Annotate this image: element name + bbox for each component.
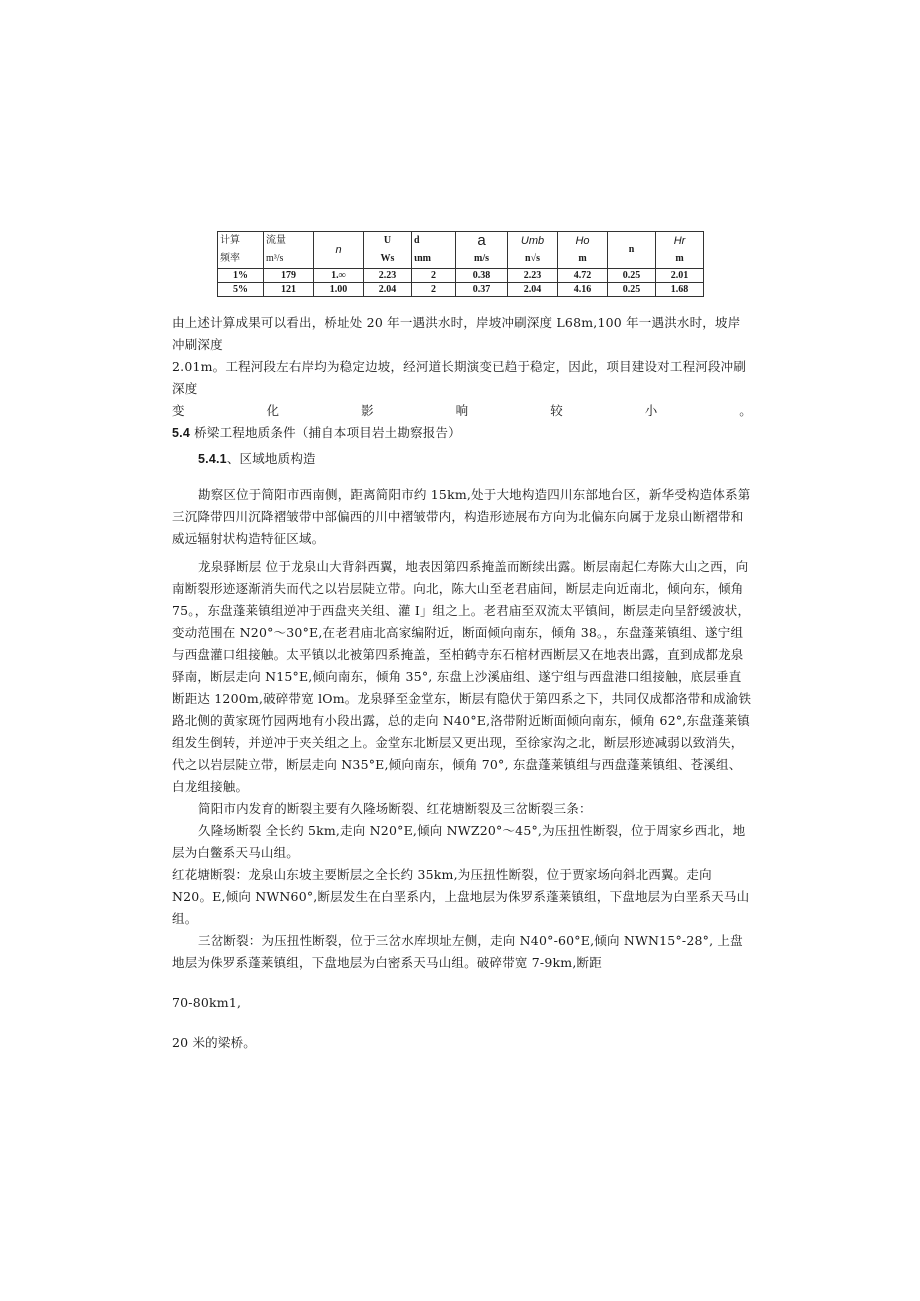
spread-char: 影 — [361, 403, 374, 418]
header-cell: Ws — [364, 250, 412, 269]
header-cell: Ho — [558, 232, 608, 251]
header-cell: m³/s — [264, 250, 314, 269]
section-number: 5.4 — [172, 426, 190, 440]
paragraph-line: 由上述计算成果可以看出，桥址处 20 年一遇洪水时，岸坡冲刷深度 L68m,100 年一遇洪水时，坡岸冲刷深度 — [172, 315, 741, 352]
table-cell: 2.04 — [364, 283, 412, 297]
spread-char: 化 — [266, 403, 280, 418]
table-row — [218, 283, 704, 297]
paragraph: 20 米的梁桥。 — [172, 1035, 256, 1050]
table-cell: 5% — [218, 283, 264, 297]
body-text — [172, 312, 752, 1054]
header-cell: m — [558, 250, 608, 269]
table-header-row — [218, 232, 704, 251]
table-cell: 2.23 — [508, 269, 558, 283]
table-cell: 4.72 — [558, 269, 608, 283]
header-cell: d — [412, 232, 456, 251]
paragraph: 三岔断裂：为压扭性断裂，位于三岔水库坝址左侧，走向 N40°-60°E,倾向 NWN15°-28°, 上盘地层为侏罗系蓬莱镇组，下盘地层为白密系天马山组。破碎带宽 7-9km,断距 — [172, 933, 743, 970]
table-cell: 2 — [412, 269, 456, 283]
header-cell: Umb — [508, 232, 558, 251]
header-cell: 频率 — [218, 250, 264, 269]
section-heading-5-4 — [172, 422, 752, 444]
table-cell: 179 — [264, 269, 314, 283]
table-cell: 2.23 — [364, 269, 412, 283]
header-cell: n√s — [508, 250, 558, 269]
paragraph: 70-80km1, — [172, 995, 242, 1010]
header-cell: 计算 — [218, 232, 264, 251]
table-cell: 1% — [218, 269, 264, 283]
header-cell: U — [364, 232, 412, 251]
table-cell: 1.∞ — [314, 269, 364, 283]
table-cell: 2 — [412, 283, 456, 297]
spread-char: 。 — [739, 403, 752, 418]
table-cell: 121 — [264, 283, 314, 297]
section-title: 、区域地质构造 — [226, 451, 316, 466]
table-cell: 1.00 — [314, 283, 364, 297]
table-cell: 0.37 — [456, 283, 508, 297]
header-cell: m/s — [456, 250, 508, 269]
table-cell: 0.38 — [456, 269, 508, 283]
paragraph: 龙泉驿断层 位于龙泉山大背斜西翼，地表因第四系掩盖而断续出露。断层南起仁寿陈大山之西，向南断裂形迹逐渐消失而代之以岩层陡立带。向北，陈大山至老君庙间，断层走向近南北，倾向东，倾角 75。，东盘蓬莱镇组逆冲于西盘夹关组、灌 I」组之上。老君庙至双流太平镇间，断层走向呈舒缓波状，变动范围在 N20°～30°E,在老君庙北高家编附近，断面倾向南东，倾角 38。，东盘蓬莱镇组、遂宁组与西盘灌口组接触。太平镇以北被第四系掩盖，至柏鹤寺东石棺材西断层又在地表出露，直到成都龙泉驿南，断层走向 N15°E,倾向南东，倾角 35°, 东盘上沙溪庙组、遂宁组与西盘港口组接触，底层垂直断距达 1200m,破碎带宽 lOm。龙泉驿至金堂东，断层有隐伏于第四系之下，共同仅成都洛带和成渝铁路北侧的黄家斑竹园两地有小段出露，总的走向 N40°E,洛带附近断面倾向南东，倾角 62°,东盘蓬莱镇组发生倒转，并逆冲于夹关组之上。金堂东北断层又更出现，至徐家沟之北，断层形迹减弱以致消失，代之以岩层陡立带，断层走向 N35°E,倾向南东，倾角 70°, 东盘蓬莱镇组与西盘蓬莱镇组、苍溪组、白龙组接触。 — [172, 559, 752, 794]
header-cell: Hr — [656, 232, 704, 251]
header-cell: n — [608, 232, 656, 269]
section-title: 桥梁工程地质条件（捕自本项目岩土勘察报告） — [194, 425, 461, 440]
header-cell: a — [456, 232, 508, 251]
table-cell: 0.25 — [608, 269, 656, 283]
header-cell: n — [314, 232, 364, 269]
table-cell: 1.68 — [656, 283, 704, 297]
header-cell: m — [656, 250, 704, 269]
spread-char: 小 — [644, 403, 658, 418]
paragraph: 勘察区位于简阳市西南侧，距离简阳市约 15km,处于大地构造四川东部地台区，新华受构造体系第三沉降带四川沉降褶皱带中部偏西的川中褶皱带内，构造形迹展布方向为北偏东向属于龙泉山断褶带和威远辐射状构造特征区域。 — [172, 487, 751, 546]
paragraph: 红花塘断裂：龙泉山东坡主要断层之全长约 35km,为压扭性断裂，位于贾家场向斜北西翼。走向 N20。E,倾向 NWN60°,断层发生在白垩系内，上盘地层为侏罗系蓬莱镇组，下盘地层为白垩系天马山组。 — [172, 867, 750, 926]
paragraph: 简阳市内发育的断裂主要有久隆场断裂、红花塘断裂及三岔断裂三条： — [198, 801, 592, 816]
paragraph-line: 2.01m。工程河段左右岸均为稳定边坡，经河道长期演变已趋于稳定，因此，项目建设对工程河段冲刷深度 — [172, 359, 747, 396]
table-row — [218, 269, 704, 283]
section-heading-5-4-1 — [172, 448, 752, 470]
table-cell: 2.01 — [656, 269, 704, 283]
header-cell: 流量 — [264, 232, 314, 251]
header-cell: ιnm — [412, 250, 456, 269]
table-cell: 4.16 — [558, 283, 608, 297]
spread-char: 变 — [172, 403, 185, 418]
table-cell: 0.25 — [608, 283, 656, 297]
paragraph: 久隆场断裂 全长约 5km,走向 N20°E,倾向 NWZ20°～45°,为压扭性断裂，位于周家乡西北，地层为白鳖系天马山组。 — [172, 823, 746, 860]
spread-char: 响 — [455, 403, 469, 418]
paragraph-line-spread — [172, 400, 752, 422]
scour-calculation-table — [217, 231, 704, 297]
table-cell: 2.04 — [508, 283, 558, 297]
spread-char: 较 — [550, 403, 563, 418]
section-number: 5.4.1 — [198, 452, 227, 466]
